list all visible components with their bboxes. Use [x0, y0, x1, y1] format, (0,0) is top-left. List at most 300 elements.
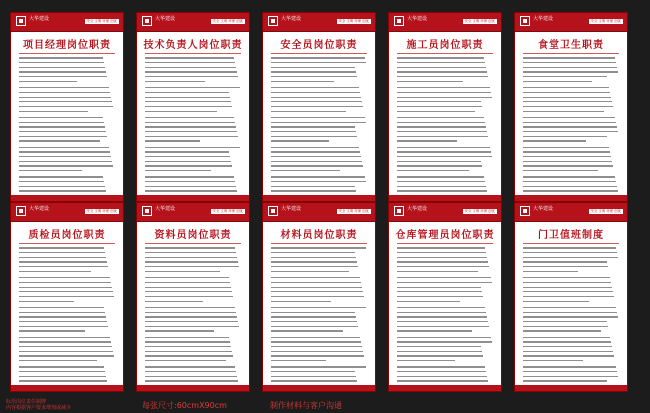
- board-title: 质检员岗位职责: [28, 230, 106, 241]
- text-line: [397, 371, 486, 372]
- text-line: [397, 151, 491, 152]
- board-documentation-clerk: [136, 202, 250, 392]
- text-line: [19, 330, 85, 331]
- text-line: [397, 62, 485, 63]
- board-safety-officer: [262, 12, 376, 202]
- text-line: [19, 117, 103, 118]
- brand-name: 大华建设: [155, 16, 176, 22]
- text-line: [523, 316, 618, 317]
- slogan: 安全 文明 环保 创优: [590, 209, 621, 213]
- text-line: [145, 62, 235, 63]
- slogan: 安全 文明 环保 创优: [86, 209, 117, 213]
- text-line: [145, 351, 232, 352]
- text-line: [397, 190, 487, 191]
- text-line: [145, 170, 211, 171]
- text-line: [271, 266, 358, 267]
- company-logo-icon: [16, 206, 26, 216]
- board-header: [263, 13, 375, 32]
- slogan: 安全 文明 环保 创优: [212, 209, 243, 213]
- text-line: [145, 366, 235, 367]
- text-line: [397, 351, 482, 352]
- text-line: [523, 122, 616, 123]
- text-line: [19, 101, 112, 102]
- company-logo-icon: [16, 16, 26, 26]
- footer-note-line1: 标语岗位责任制牌: [6, 399, 47, 405]
- title-underline: [145, 53, 241, 54]
- footer-material: 制作材料与客户沟通: [270, 401, 342, 410]
- board-project-manager: [10, 12, 124, 202]
- text-line: [397, 277, 491, 278]
- brand-name: 大华建设: [281, 206, 302, 212]
- board-title: 项目经理岗位职责: [23, 40, 111, 51]
- text-line: [271, 126, 355, 127]
- text-line: [397, 271, 478, 272]
- text-line: [271, 106, 363, 107]
- text-line: [397, 97, 492, 98]
- text-line: [19, 156, 111, 157]
- title-underline: [523, 53, 619, 54]
- text-line: [271, 360, 326, 361]
- text-line: [145, 252, 236, 253]
- board-title: 资料员岗位职责: [154, 230, 232, 241]
- text-line: [19, 360, 97, 361]
- text-line: [397, 76, 488, 77]
- text-line: [145, 326, 239, 327]
- title-underline: [271, 53, 367, 54]
- text-line: [271, 101, 362, 102]
- text-line: [271, 337, 360, 338]
- text-line: [523, 147, 609, 148]
- text-line: [271, 181, 366, 182]
- text-line: [397, 176, 484, 177]
- text-line: [271, 67, 355, 68]
- text-line: [19, 170, 82, 171]
- text-line: [145, 186, 236, 187]
- text-line: [271, 71, 356, 72]
- text-line: [145, 106, 232, 107]
- text-line: [523, 371, 617, 372]
- text-line: [19, 76, 107, 77]
- text-line: [271, 307, 366, 308]
- text-line: [397, 376, 487, 377]
- body-text-block: [397, 247, 493, 392]
- text-line: [271, 366, 366, 367]
- text-line: [145, 122, 235, 123]
- text-line: [145, 360, 226, 361]
- text-line: [523, 301, 589, 302]
- text-line: [145, 71, 237, 72]
- text-line: [19, 92, 110, 93]
- text-line: [145, 97, 230, 98]
- text-line: [271, 261, 357, 262]
- body-text-block: [19, 57, 115, 202]
- body-text-block: [523, 57, 619, 202]
- slogan: 安全 文明 环保 创优: [464, 19, 495, 23]
- text-line: [271, 326, 358, 327]
- text-line: [145, 117, 234, 118]
- text-line: [145, 376, 237, 377]
- board-footer-stripe: [11, 195, 123, 201]
- text-line: [523, 186, 617, 187]
- board-footer-stripe: [263, 385, 375, 391]
- text-line: [523, 156, 611, 157]
- company-logo-icon: [520, 206, 530, 216]
- text-line: [145, 87, 240, 88]
- text-line: [397, 257, 487, 258]
- text-line: [19, 307, 104, 308]
- text-line: [271, 92, 360, 93]
- text-line: [145, 126, 236, 127]
- board-gate-guard-duty: [514, 202, 628, 392]
- text-line: [145, 301, 203, 302]
- text-line: [145, 371, 236, 372]
- text-line: [397, 156, 492, 157]
- body-text-block: [271, 247, 367, 392]
- brand-name: 大华建设: [533, 16, 554, 22]
- text-line: [523, 176, 615, 177]
- text-line: [145, 316, 237, 317]
- text-line: [145, 76, 238, 77]
- text-line: [397, 165, 482, 166]
- text-line: [19, 341, 111, 342]
- text-line: [523, 360, 583, 361]
- text-line: [145, 380, 238, 381]
- text-line: [523, 326, 608, 327]
- text-line: [19, 277, 110, 278]
- text-line: [523, 330, 601, 331]
- text-line: [397, 87, 490, 88]
- title-underline: [397, 53, 493, 54]
- text-line: [397, 126, 486, 127]
- slogan: 安全 文明 环保 创优: [338, 19, 369, 23]
- text-line: [271, 76, 357, 77]
- text-line: [523, 117, 615, 118]
- text-line: [19, 266, 108, 267]
- text-line: [145, 140, 200, 141]
- text-line: [271, 346, 362, 347]
- text-line: [145, 147, 240, 148]
- text-line: [145, 131, 237, 132]
- text-line: [523, 261, 607, 262]
- text-line: [397, 301, 460, 302]
- text-line: [397, 106, 482, 107]
- text-line: [145, 282, 230, 283]
- text-line: [19, 282, 111, 283]
- text-line: [271, 186, 355, 187]
- text-line: [19, 301, 74, 302]
- text-line: [19, 165, 113, 166]
- text-line: [19, 376, 106, 377]
- text-line: [523, 165, 613, 166]
- text-line: [19, 122, 104, 123]
- text-line: [397, 326, 489, 327]
- text-line: [145, 307, 235, 308]
- body-text-block: [19, 247, 115, 392]
- text-line: [19, 62, 104, 63]
- text-line: [397, 161, 481, 162]
- text-line: [397, 282, 492, 283]
- text-line: [19, 136, 107, 137]
- text-line: [145, 156, 230, 157]
- board-footer-stripe: [137, 385, 249, 391]
- text-line: [523, 126, 617, 127]
- text-line: [19, 147, 109, 148]
- text-line: [397, 57, 484, 58]
- text-line: [145, 181, 235, 182]
- text-line: [145, 257, 237, 258]
- text-line: [271, 341, 361, 342]
- text-line: [19, 296, 114, 297]
- board-footer-stripe: [263, 195, 375, 201]
- text-line: [523, 257, 618, 258]
- text-line: [19, 140, 100, 141]
- text-line: [19, 346, 112, 347]
- body-text-block: [145, 57, 241, 202]
- footer-bar: [0, 398, 650, 413]
- text-line: [271, 252, 355, 253]
- text-line: [523, 252, 617, 253]
- text-line: [19, 181, 104, 182]
- board-header: [389, 203, 501, 222]
- board-footer-stripe: [389, 385, 501, 391]
- text-line: [397, 186, 486, 187]
- text-line: [397, 252, 486, 253]
- text-line: [145, 101, 231, 102]
- text-line: [145, 337, 229, 338]
- text-line: [19, 57, 103, 58]
- board-footer-stripe: [515, 385, 627, 391]
- title-underline: [397, 243, 493, 244]
- text-line: [145, 67, 236, 68]
- text-line: [19, 161, 112, 162]
- text-line: [523, 131, 618, 132]
- brand-name: 大华建设: [407, 16, 428, 22]
- text-line: [145, 81, 205, 82]
- text-line: [397, 131, 487, 132]
- text-line: [19, 111, 88, 112]
- text-line: [19, 321, 107, 322]
- text-line: [19, 261, 107, 262]
- text-line: [397, 181, 485, 182]
- title-underline: [19, 53, 115, 54]
- text-line: [271, 156, 361, 157]
- text-line: [271, 117, 365, 118]
- board-title: 食堂卫生职责: [538, 40, 604, 51]
- text-line: [145, 355, 233, 356]
- text-line: [19, 186, 105, 187]
- brand-name: 大华建设: [407, 206, 428, 212]
- text-line: [397, 140, 457, 141]
- text-line: [523, 380, 607, 381]
- text-line: [19, 67, 105, 68]
- text-line: [523, 312, 617, 313]
- board-footer-stripe: [11, 385, 123, 391]
- text-line: [19, 271, 91, 272]
- text-line: [271, 170, 340, 171]
- text-line: [19, 106, 113, 107]
- text-line: [397, 316, 487, 317]
- board-quality-inspector: [10, 202, 124, 392]
- text-line: [397, 360, 455, 361]
- body-text-block: [523, 247, 619, 392]
- text-line: [271, 136, 357, 137]
- text-line: [523, 296, 614, 297]
- text-line: [523, 92, 610, 93]
- text-line: [523, 190, 618, 191]
- text-line: [397, 321, 488, 322]
- text-line: [271, 140, 329, 141]
- text-line: [271, 151, 360, 152]
- board-title: 仓库管理员岗位职责: [395, 230, 495, 241]
- text-line: [397, 67, 486, 68]
- text-line: [397, 346, 481, 347]
- text-line: [19, 371, 105, 372]
- text-line: [271, 161, 362, 162]
- text-line: [523, 170, 598, 171]
- text-line: [271, 57, 365, 58]
- text-line: [145, 57, 234, 58]
- text-line: [145, 92, 229, 93]
- text-line: [397, 330, 472, 331]
- slogan: 安全 文明 环保 创优: [464, 209, 495, 213]
- board-header: [137, 13, 249, 32]
- text-line: [145, 296, 233, 297]
- text-line: [271, 277, 360, 278]
- brand-name: 大华建设: [29, 16, 50, 22]
- title-underline: [19, 243, 115, 244]
- text-line: [19, 126, 105, 127]
- text-line: [523, 67, 617, 68]
- text-line: [523, 247, 616, 248]
- text-line: [523, 97, 611, 98]
- text-line: [523, 341, 611, 342]
- slogan: 安全 文明 环保 创优: [212, 19, 243, 23]
- text-line: [19, 97, 111, 98]
- text-line: [145, 136, 238, 137]
- board-materials-officer: [262, 202, 376, 392]
- text-line: [271, 131, 356, 132]
- text-line: [523, 351, 613, 352]
- board-footer-stripe: [137, 195, 249, 201]
- text-line: [271, 296, 364, 297]
- text-line: [19, 190, 106, 191]
- board-title: 技术负责人岗位职责: [143, 40, 243, 51]
- text-line: [19, 176, 103, 177]
- board-header: [11, 13, 123, 32]
- board-header: [137, 203, 249, 222]
- text-line: [397, 296, 483, 297]
- body-text-block: [271, 57, 367, 202]
- text-line: [397, 71, 487, 72]
- text-line: [523, 57, 615, 58]
- text-line: [271, 287, 362, 288]
- board-header: [11, 203, 123, 222]
- text-line: [523, 151, 610, 152]
- board-title: 施工员岗位职责: [406, 40, 484, 51]
- text-line: [19, 252, 105, 253]
- text-line: [271, 330, 343, 331]
- footer-note-line2: 内容根据客户要求增加或减少: [6, 405, 72, 411]
- text-line: [397, 307, 485, 308]
- text-line: [523, 366, 616, 367]
- board-technical-lead: [136, 12, 250, 202]
- board-header: [515, 13, 627, 32]
- text-line: [19, 87, 109, 88]
- board-footer-stripe: [515, 195, 627, 201]
- board-warehouse-keeper: [388, 202, 502, 392]
- text-line: [271, 97, 361, 98]
- text-line: [523, 71, 618, 72]
- text-line: [397, 122, 485, 123]
- text-line: [271, 111, 346, 112]
- text-line: [523, 161, 612, 162]
- text-line: [145, 190, 237, 191]
- text-line: [397, 287, 481, 288]
- footer-note: [6, 399, 71, 411]
- company-logo-icon: [394, 16, 404, 26]
- text-line: [271, 376, 356, 377]
- text-line: [19, 326, 108, 327]
- text-line: [397, 117, 484, 118]
- text-line: [523, 266, 608, 267]
- text-line: [145, 277, 229, 278]
- text-line: [523, 337, 610, 338]
- text-line: [19, 287, 112, 288]
- text-line: [145, 266, 239, 267]
- text-line: [397, 147, 490, 148]
- board-canteen-hygiene: [514, 12, 628, 202]
- brand-name: 大华建设: [155, 206, 176, 212]
- board-footer-stripe: [389, 195, 501, 201]
- company-logo-icon: [394, 206, 404, 216]
- text-line: [145, 271, 220, 272]
- text-line: [19, 355, 114, 356]
- text-line: [523, 321, 607, 322]
- text-line: [523, 76, 607, 77]
- text-line: [271, 271, 349, 272]
- text-line: [145, 346, 231, 347]
- text-line: [145, 247, 235, 248]
- text-line: [271, 301, 331, 302]
- slogan: 安全 文明 环保 创优: [86, 19, 117, 23]
- text-line: [271, 176, 365, 177]
- text-line: [523, 307, 616, 308]
- text-line: [397, 261, 488, 262]
- company-logo-icon: [268, 206, 278, 216]
- text-line: [19, 316, 106, 317]
- text-line: [19, 351, 113, 352]
- text-line: [271, 147, 359, 148]
- slogan: 安全 文明 环保 创优: [338, 209, 369, 213]
- text-line: [145, 165, 232, 166]
- text-line: [523, 287, 612, 288]
- text-line: [271, 371, 355, 372]
- text-line: [397, 170, 469, 171]
- text-line: [271, 165, 363, 166]
- text-line: [145, 161, 231, 162]
- text-line: [271, 81, 334, 82]
- text-line: [271, 351, 363, 352]
- board-header: [263, 203, 375, 222]
- company-logo-icon: [142, 206, 152, 216]
- text-line: [523, 271, 578, 272]
- text-line: [271, 62, 366, 63]
- brand-name: 大华建设: [281, 16, 302, 22]
- text-line: [523, 355, 614, 356]
- text-line: [397, 92, 491, 93]
- text-line: [145, 321, 238, 322]
- text-line: [523, 87, 609, 88]
